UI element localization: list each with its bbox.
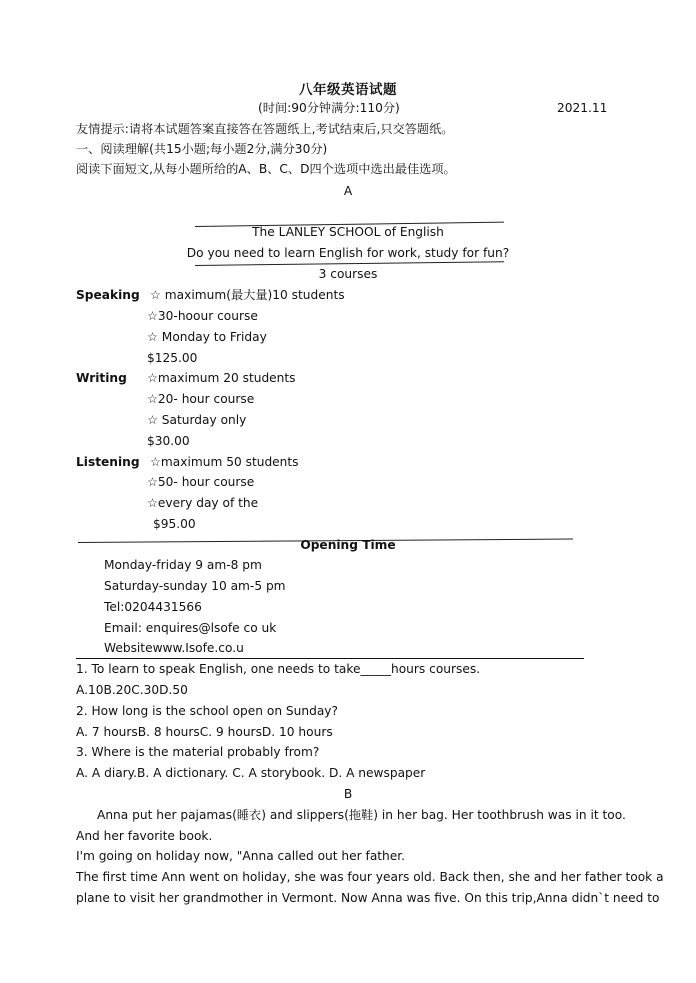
question-2: 2. How long is the school open on Sunday? [76,704,338,718]
course-detail: ☆every day of the [147,496,259,510]
course-price: $125.00 [147,351,198,365]
opening-hours-weekday: Monday-friday 9 am-8 pm [104,558,262,572]
contact-tel: Tel:0204431566 [104,600,202,614]
question-3: 3. Where is the material probably from? [76,745,320,759]
courses-count: 3 courses [318,267,378,281]
course-detail: ☆ maximum(最大量)10 students [150,288,345,302]
exam-tip: 友情提示:请将本试题答案直接答在答题纸上,考试结束后,只交答题纸。 [76,122,454,136]
question-1: 1. To learn to speak English, one needs to take_____hours courses. [76,662,481,676]
contact-website: Websitewww.Isofe.co.u [104,641,244,655]
contact-email: Email: enquires@lsofe co uk [104,621,277,635]
course-detail: ☆maximum 50 students [150,455,299,469]
course-detail: ☆ Saturday only [147,413,247,427]
passage-b-paragraph: And her favorite book. [76,829,213,843]
course-detail: ☆30-hoour course [147,309,258,323]
course-price: $95.00 [153,517,196,531]
passage-b-label: B [343,787,353,801]
course-name-speaking: Speaking [76,288,140,302]
passage-b-paragraph: Anna put her pajamas(睡衣) and slippers(拖鞋) in her bag. Her toothbrush was in it too. [97,808,626,822]
opening-bottom-rule [76,658,584,659]
course-price: $30.00 [147,434,190,448]
passage-b-paragraph: The first time Ann went on holiday, she was four years old. Back then, she and her father took a [76,870,664,884]
passage-b-paragraph: plane to visit her grandmother in Vermont. Now Anna was five. On this trip,Anna didn`t need to [76,891,660,905]
question-3-options: A. A diary.B. A dictionary. C. A storybook. D. A newspaper [76,766,426,780]
course-detail: ☆maximum 20 students [147,371,296,385]
course-detail: ☆50- hour course [147,475,255,489]
question-2-options: A. 7 hoursB. 8 hoursC. 9 hoursD. 10 hours [76,725,333,739]
exam-info: (时间:90分钟满分:110分) [258,101,400,115]
school-name: The LANLEY SCHOOL of English [252,225,444,239]
section-heading: 一、阅读理解(共15小题;每小题2分,满分30分) [76,142,328,156]
opening-hours-weekend: Saturday-sunday 10 am-5 pm [104,579,286,593]
page-title: 八年级英语试题 [299,82,397,98]
course-detail: ☆20- hour course [147,392,255,406]
passage-a-label: A [343,184,353,198]
passage-b-paragraph: I'm going on holiday now, "Anna called out her father. [76,849,406,863]
opening-title: Opening Time [300,538,396,552]
course-detail: ☆ Monday to Friday [147,330,267,344]
section-instruction: 阅读下面短文,从每小题所给的A、B、C、D四个选项中选出最佳选项。 [76,162,456,176]
course-name-writing: Writing [76,371,127,385]
exam-date: 2021.11 [557,101,608,115]
ad-question: Do you need to learn English for work, study for fun? [186,246,510,260]
course-name-listening: Listening [76,455,140,469]
question-1-options: A.10B.20C.30D.50 [76,683,188,697]
